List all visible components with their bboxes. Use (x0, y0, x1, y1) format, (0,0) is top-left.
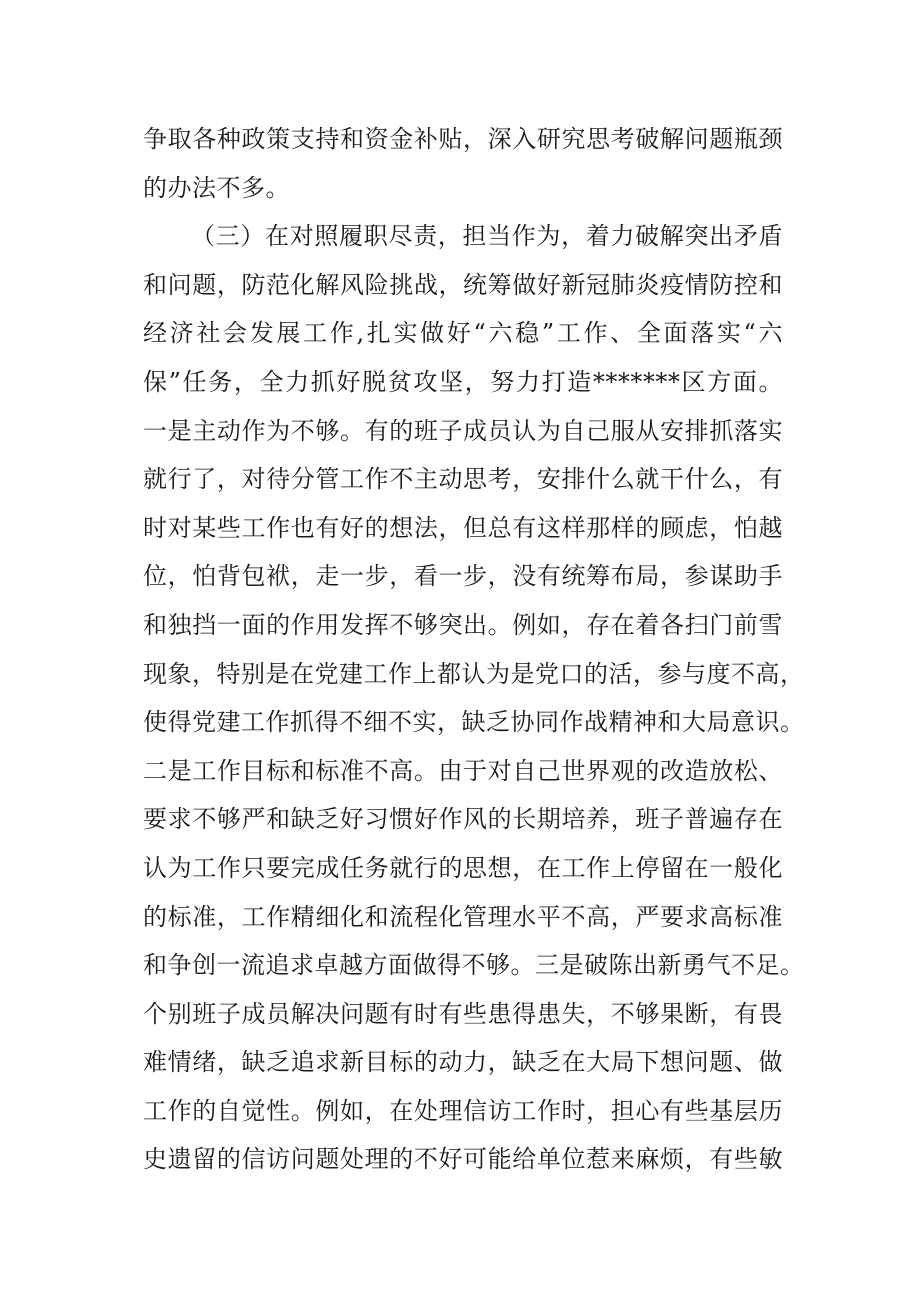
text-line: 位，怕背包袱，走一步，看一步，没有统筹布局，参谋助手 (143, 562, 783, 591)
text-line: 和问题，防范化解风险挑战，统筹做好新冠肺炎疫情防控和 (143, 270, 783, 299)
text-line: 时对某些工作也有好的想法，但总有这样那样的顾虑，怕越 (143, 513, 783, 542)
text-line: 工作的自觉性。例如，在处理信访工作时，担心有些基层历 (143, 1096, 783, 1125)
text-line: （三）在对照履职尽责，担当作为，着力破解突出矛盾 (191, 222, 783, 251)
text-line: 史遗留的信访问题处理的不好可能给单位惹来麻烦，有些敏 (143, 1145, 783, 1174)
text-line: 现象，特别是在党建工作上都认为是党口的活，参与度不高， (143, 659, 805, 688)
text-line: 和独挡一面的作用发挥不够突出。例如，存在着各扫门前雪 (143, 610, 783, 639)
text-line: 难情绪，缺乏追求新目标的动力，缺乏在大局下想问题、做 (143, 1048, 783, 1077)
text-line: 保”任务，全力抓好脱贫攻坚，努力打造*******区方面。 (143, 367, 783, 396)
text-line: 二是工作目标和标准不高。由于对自己世界观的改造放松、 (143, 756, 783, 785)
text-line: 的标准，工作精细化和流程化管理水平不高，严要求高标准 (143, 902, 783, 931)
text-line: 就行了，对待分管工作不主动思考，安排什么就干什么，有 (143, 465, 783, 494)
text-line: 的办法不多。 (143, 173, 290, 202)
document-body (143, 115, 805, 1184)
text-line: 和争创一流追求卓越方面做得不够。三是破陈出新勇气不足。 (143, 951, 805, 980)
text-line: 认为工作只要完成任务就行的思想，在工作上停留在一般化 (143, 853, 783, 882)
text-line: 要求不够严和缺乏好习惯好作风的长期培养，班子普遍存在 (143, 805, 783, 834)
text-line: 使得党建工作抓得不细不实，缺乏协同作战精神和大局意识。 (143, 708, 805, 737)
text-line: 个别班子成员解决问题有时有些患得患失，不够果断，有畏 (143, 999, 783, 1028)
text-line: 经济社会发展工作,扎实做好“六稳”工作、全面落实“六 (143, 319, 783, 348)
text-line: 争取各种政策支持和资金补贴，深入研究思考破解问题瓶颈 (143, 125, 783, 153)
text-line: 一是主动作为不够。有的班子成员认为自己服从安排抓落实 (143, 416, 783, 445)
